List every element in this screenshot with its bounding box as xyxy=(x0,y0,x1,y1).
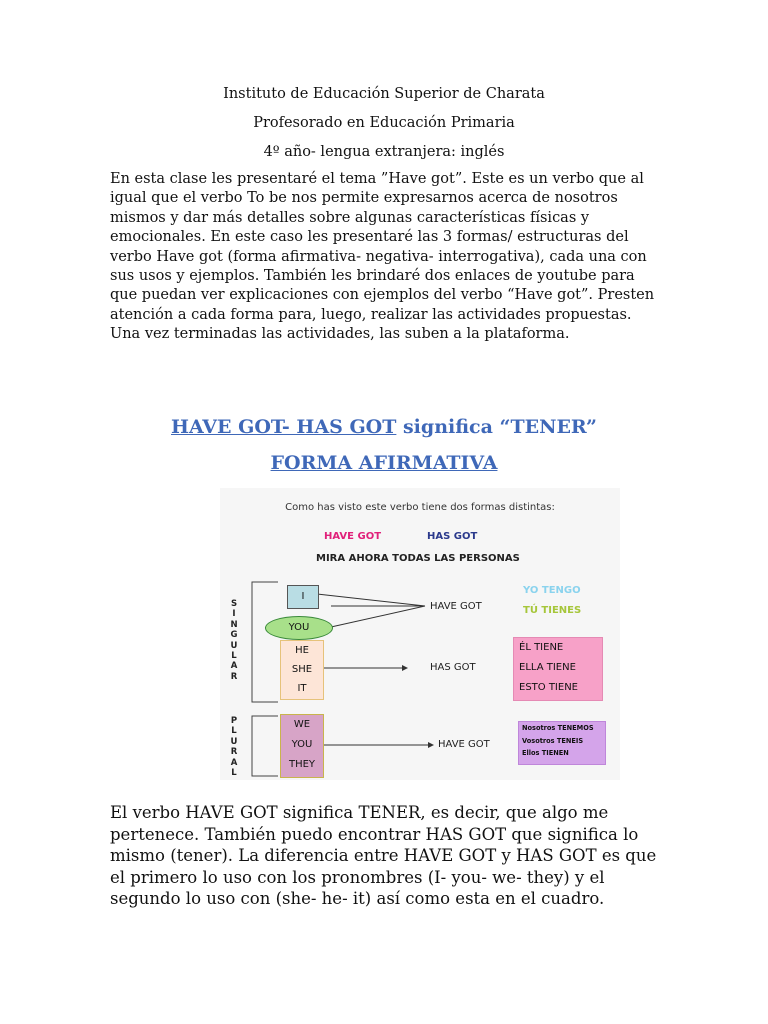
program-name: Profesorado en Educación Primaria xyxy=(253,115,515,131)
pronouns-we-you-they-box xyxy=(280,714,324,778)
main-heading-underlined: HAVE GOT- HAS GOT xyxy=(171,416,397,438)
figure-mira-label: MIRA AHORA TODAS LAS PERSONAS xyxy=(316,553,520,564)
esto-tiene: ESTO TIENE xyxy=(519,682,578,693)
ellos-tienen: Ellos TIENEN xyxy=(522,749,569,757)
institute-name: Instituto de Educación Superior de Charata xyxy=(223,86,545,102)
has-got-label: HAS GOT xyxy=(430,662,476,673)
have-got-plural-label: HAVE GOT xyxy=(438,739,490,750)
pronoun-you-plural: YOU xyxy=(291,739,313,750)
pronoun-i-box: I xyxy=(287,585,319,609)
third-person-translation-box xyxy=(513,637,603,701)
pronoun-you-oval: YOU xyxy=(265,616,333,640)
explanation-paragraph: El verbo HAVE GOT significa TENER, es decir, que algo me pertenece. También puedo encontrar HAS GOT que significa lo mismo (tener). La diferencia entre HAVE GOT y HAS GOT es que el primero lo uso con los pronombres (I- you- we- they) y el segundo lo uso con (she- he- it) así como esta en el cuadro. xyxy=(110,803,657,909)
main-heading xyxy=(0,416,768,438)
pronoun-he: HE xyxy=(295,645,309,656)
plural-vertical-label: P L U R A L xyxy=(230,716,238,779)
ella-tiene: ELLA TIENE xyxy=(519,662,576,673)
el-tiene: ÉL TIENE xyxy=(519,642,564,653)
singular-vertical-label: S I N G U L A R xyxy=(230,599,238,682)
figure-caption: Como has visto este verbo tiene dos formas distintas: xyxy=(285,502,555,513)
vosotros-teneis: Vosotros TENEIS xyxy=(522,736,584,745)
figure-have-got-label: HAVE GOT xyxy=(324,531,382,542)
sub-heading xyxy=(0,452,768,474)
pronoun-it: IT xyxy=(297,683,307,694)
yo-tengo-label: YO TENGO xyxy=(523,585,581,596)
pronouns-he-she-it-box xyxy=(280,640,324,700)
figure-has-got-label: HAS GOT xyxy=(427,531,478,542)
have-got-singular-label: HAVE GOT xyxy=(430,601,482,612)
intro-paragraph: En esta clase les presentaré el tema ”Have got”. Este es un verbo que al igual que el verbo To be nos permite expresarnos acerca de nosotros mismos y dar más detalles sobre algunas características físicas y emocionales. En este caso les presentaré las 3 formas/ estructuras del verbo Have got (forma afirmativa- negativa- interrogativa), cada una con sus usos y ejemplos. También les brindaré dos enlaces de youtube para que puedan ver explicaciones con ejemplos del verbo “Have got”. Presten atención a cada forma para, luego, realizar las actividades propuestas. Una vez terminadas las actividades, las suben a la plataforma. xyxy=(110,171,655,343)
plural-translation-box xyxy=(518,721,606,765)
tu-tienes-label: TÚ TIENES xyxy=(523,605,582,616)
pronoun-we: WE xyxy=(293,719,311,730)
sub-heading-text: FORMA AFIRMATIVA xyxy=(270,452,498,474)
course-name: 4º año- lengua extranjera: inglés xyxy=(263,144,505,160)
nosotros-tenemos: Nosotros TENEMOS xyxy=(522,724,594,732)
main-heading-rest: significa “TENER” xyxy=(396,416,597,438)
pronoun-she: SHE xyxy=(291,664,313,675)
have-got-figure xyxy=(220,488,620,780)
pronoun-they: THEY xyxy=(288,759,316,770)
